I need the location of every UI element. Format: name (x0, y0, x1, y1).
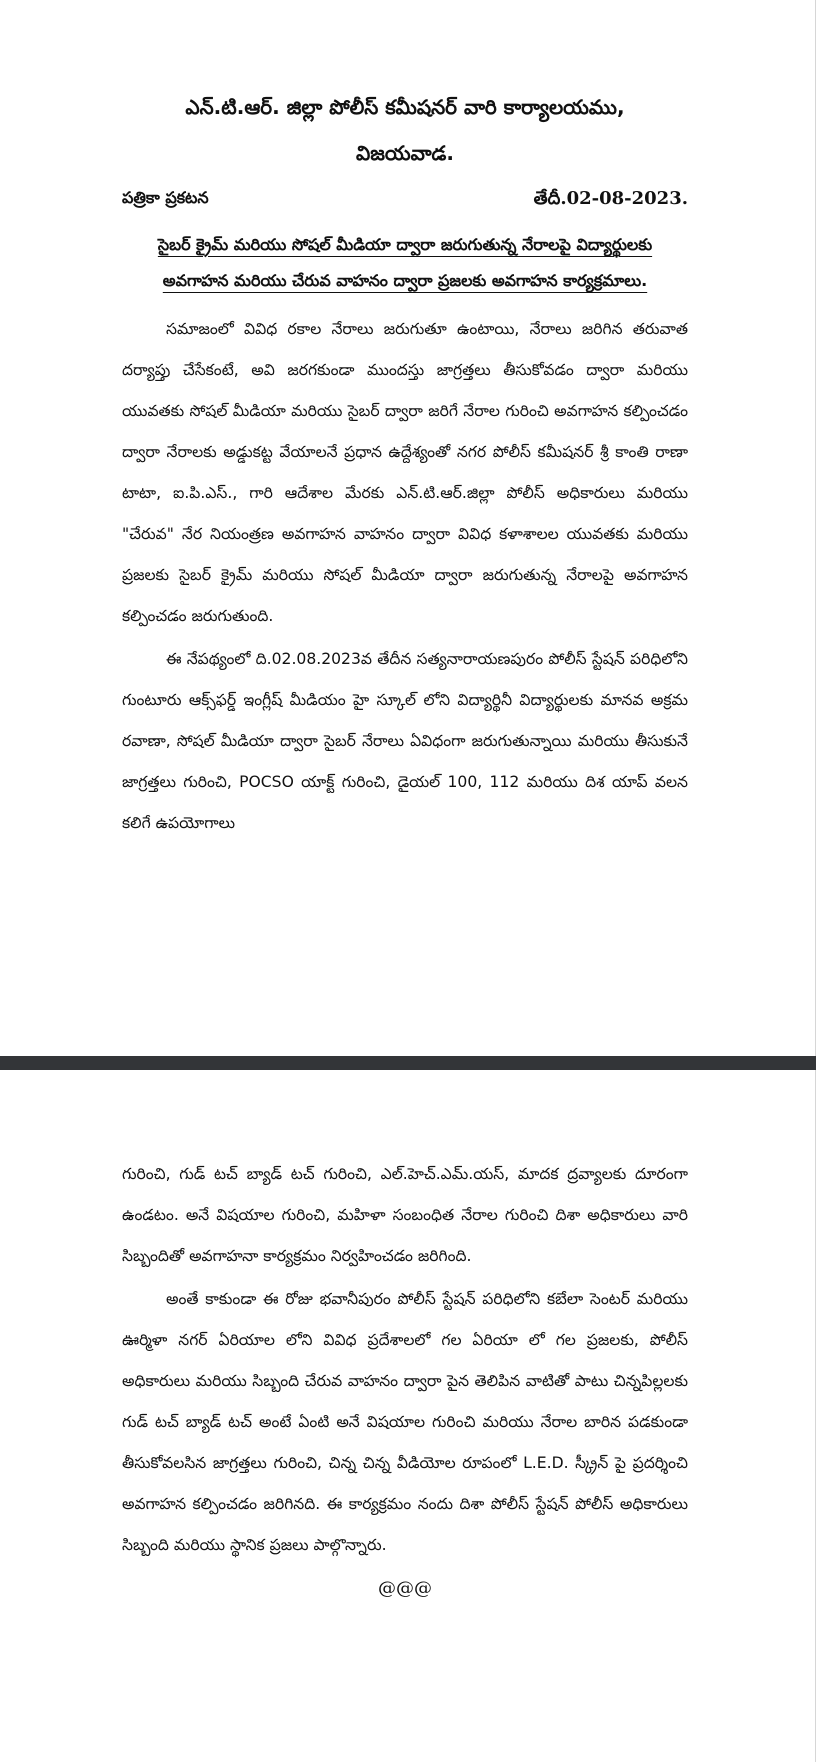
page-separator (0, 1056, 816, 1070)
release-date: తేదీ.02-08-2023. (533, 188, 688, 209)
subject-line1: సైబర్ క్రైమ్ మరియు సోషల్ మీడియా ద్వారా జరుగుతున్న నేరాలపై విద్యార్థులకు (157, 235, 653, 254)
office-title-line1: ఎన్.టి.ఆర్. జిల్లా పోలీస్ కమీషనర్ వారి కార్యాలయము, (185, 95, 625, 119)
press-meta-row (122, 188, 688, 213)
body-paragraph-3: అంతే కాకుండా ఈ రోజు భవానీపురం పోలీస్ స్టేషన్ పరిధిలోని కబేలా సెంటర్ మరియు ఊర్మిళా నగర్ ఏరియాల లోని వివిధ ప్రదేశాలలో గల ఏరియా లో గల ప్రజలకు, పోలీస్ అధికారులు మరియు సిబ్బంది చేరువ వాహనం ద్వారా పైన తెలిపిన వాటితో పాటు చిన్నపిల్లలకు గుడ్ టచ్ బ్యాడ్ టచ్ అంటే ఏంటి అనే విషయాల గురించి మరియు నేరాల బారిన పడకుండా తీసుకోవలసిన జాగ్రత్తలు గురించి, చిన్న చిన్న వీడియోల రూపంలో L.E.D. స్క్రీన్ పై ప్రదర్శించి అవగాహన కల్పించడం జరిగినది. ఈ కార్యక్రమం నందు దిశా పోలీస్ స్టేషన్ పోలీస్ అధికారులు సిబ్బంది మరియు స్థానిక ప్రజలు పాల్గొన్నారు. (122, 1290, 688, 1554)
office-title-line2: విజయవాడ. (356, 141, 454, 165)
end-of-release-mark: @@@ (378, 1578, 432, 1599)
press-release-label: పత్రికా ప్రకటన (122, 188, 209, 207)
body-paragraph-1: సమాజంలో వివిధ రకాల నేరాలు జరుగుతూ ఉంటాయి, నేరాలు జరిగిన తరువాత దర్యాప్తు చేసేకంటే, అవి జరగకుండా ముందస్తు జాగ్రత్తలు తీసుకోవడం ద్వారా మరియు యువతకు సోషల్ మీడియా మరియు సైబర్ ద్వారా జరిగే నేరాల గురించి అవగాహన కల్పించడం ద్వారా నేరాలకు అడ్డుకట్ట వేయాలనే ప్రధాన ఉద్దేశ్యంతో నగర పోలీస్ కమీషనర్ శ్రీ కాంతి రాణా టాటా, ఐ.పి.ఎస్., గారి ఆదేశాల మేరకు ఎన్.టి.ఆర్.జిల్లా పోలీస్ అధికారులు మరియు "చేరువ" నేర నియంత్రణ అవగాహన వాహనం ద్వారా వివిధ కళాశాలల యువతకు మరియు ప్రజలకు సైబర్ క్రైమ్ మరియు సోషల్ మీడియా ద్వారా జరుగుతున్న నేరాలపై అవగాహన కల్పించడం జరుగుతుంది. (122, 320, 688, 625)
subject-heading (122, 227, 688, 299)
document-page-2 (0, 1070, 816, 1762)
page-2-content (122, 1154, 688, 1599)
subject-line2: అవగాహన మరియు చేరువ వాహనం ద్వారా ప్రజలకు అవగాహన కార్యక్రమాలు. (162, 271, 648, 290)
body-paragraph-2-part2: గురించి, గుడ్ టచ్ బ్యాడ్ టచ్ గురించి, ఎల్.హెచ్.ఎమ్.యస్, మాదక ద్రవ్యాలకు దూరంగా ఉండటం. అనే విషయాల గురించి, మహిళా సంబంధిత నేరాల గురించి దిశా అధికారులు వారి సిబ్బందితో అవగాహనా కార్యక్రమం నిర్వహించడం జరిగింది. (122, 1165, 688, 1265)
body-paragraph-2-part1: ఈ నేపథ్యంలో ది.02.08.2023వ తేదీన సత్యనారాయణపురం పోలీస్ స్టేషన్ పరిధిలోని గుంటూరు ఆక్స్‌ఫర్డ్ ఇంగ్లీష్ మీడియం హై స్కూల్ లోని విద్యార్థినీ విద్యార్థులకు మానవ అక్రమ రవాణా, సోషల్ మీడియా ద్వారా సైబర్ నేరాలు ఏవిధంగా జరుగుతున్నాయి మరియు తీసుకునే జాగ్రత్తలు గురించి, POCSO యాక్ట్ గురించి, డైయల్ 100, 112 మరియు దిశ యాప్ వలన కలిగే ఉపయోగాలు (122, 650, 688, 832)
page-1-content (122, 84, 688, 844)
